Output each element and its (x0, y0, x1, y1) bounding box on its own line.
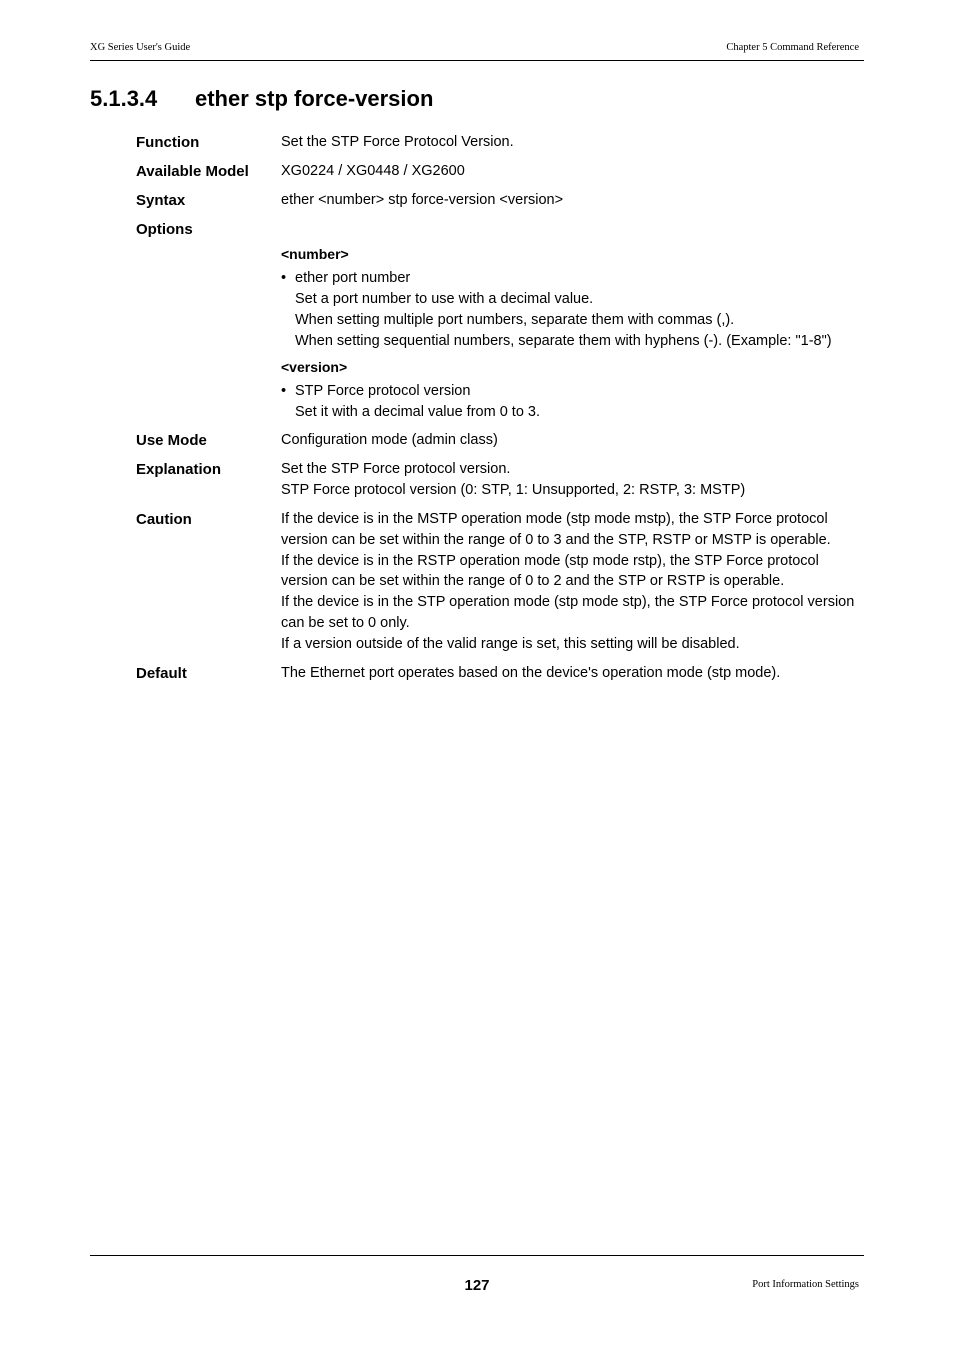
section-heading (90, 86, 433, 112)
option-number-name: <number> (281, 246, 349, 262)
syntax-value: ether <number> stp force-version <version> (281, 192, 564, 208)
header-guide-title: XG Series User's Guide (90, 42, 191, 53)
footer-section-title: Port Information Settings (752, 1279, 859, 1290)
section-number: 5.1.3.4 (90, 86, 158, 111)
page-number: 127 (464, 1277, 490, 1294)
footer-divider (90, 1255, 864, 1256)
options-label: Options (136, 221, 193, 238)
caution-label: Caution (136, 511, 192, 528)
caution-line: version can be set within the range of 0 to 3 and the STP, RSTP or MSTP is operable. (281, 532, 831, 548)
bullet-icon: • (281, 270, 287, 286)
caution-line: version can be set within the range of 0 to 2 and the STP or RSTP is operable. (281, 573, 785, 589)
explanation-line: STP Force protocol version (0: STP, 1: Unsupported, 2: RSTP, 3: MSTP) (281, 482, 746, 498)
caution-line: If the device is in the STP operation mode (stp mode stp), the STP Force protocol version (281, 594, 855, 610)
caution-line: If the device is in the MSTP operation mode (stp mode mstp), the STP Force protocol (281, 511, 828, 527)
option-number-item (281, 268, 410, 289)
option-version-line: Set it with a decimal value from 0 to 3. (295, 404, 540, 420)
explanation-label: Explanation (136, 461, 222, 478)
use-mode-value: Configuration mode (admin class) (281, 432, 498, 448)
bullet-icon: • (281, 383, 287, 399)
explanation-line: Set the STP Force protocol version. (281, 461, 511, 477)
default-label: Default (136, 665, 187, 682)
caution-line: If a version outside of the valid range is set, this setting will be disabled. (281, 636, 740, 652)
section-title: ether stp force-version (195, 86, 434, 111)
caution-line: can be set to 0 only. (281, 615, 410, 631)
caution-line: If the device is in the RSTP operation mode (stp mode rstp), the STP Force protocol (281, 553, 819, 569)
option-number-item-text: ether port number (295, 270, 411, 286)
header-divider (90, 60, 864, 61)
default-value: The Ethernet port operates based on the device's operation mode (stp mode). (281, 665, 781, 681)
option-version-name: <version> (281, 359, 348, 375)
function-value: Set the STP Force Protocol Version. (281, 134, 514, 150)
model-value: XG0224 / XG0448 / XG2600 (281, 163, 465, 179)
option-version-item (281, 381, 470, 402)
option-number-line: Set a port number to use with a decimal value. (295, 291, 594, 307)
use-mode-label: Use Mode (136, 432, 207, 449)
option-number-line: When setting sequential numbers, separate them with hyphens (-). (Example: "1-8") (295, 333, 832, 349)
function-label: Function (136, 134, 200, 151)
header-chapter-title: Chapter 5 Command Reference (726, 42, 859, 53)
model-label: Available Model (136, 163, 249, 180)
option-version-item-text: STP Force protocol version (295, 383, 471, 399)
option-number-line: When setting multiple port numbers, separate them with commas (,). (295, 312, 735, 328)
syntax-label: Syntax (136, 192, 186, 209)
